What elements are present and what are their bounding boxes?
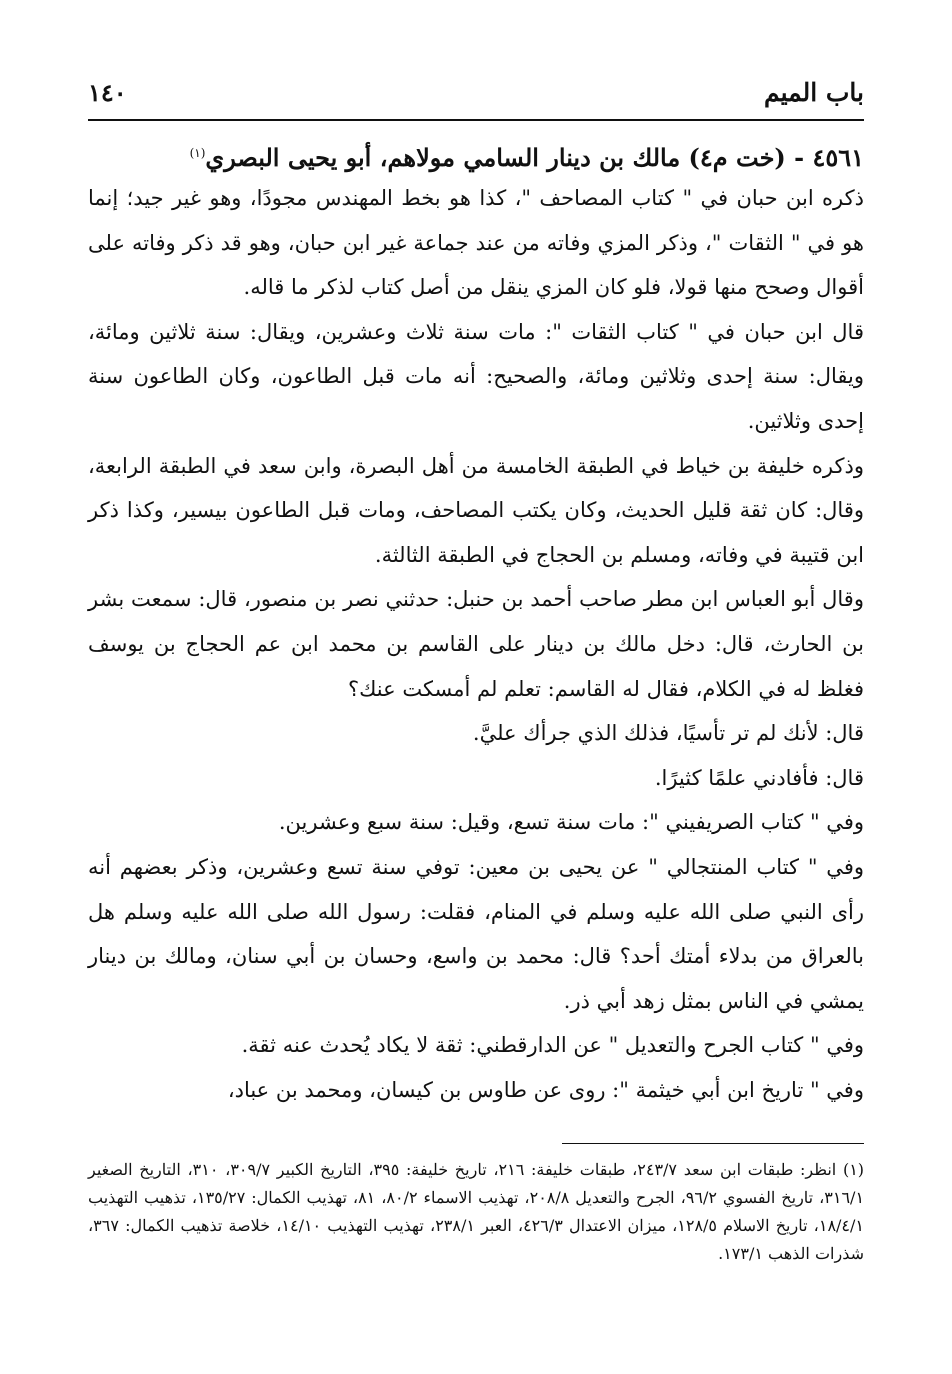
paragraph: قال ابن حبان في " كتاب الثقات ": مات سنة ثلاث وعشرين، ويقال: سنة ثلاثين ومائة، ويقال: سنة إحدى وثلاثين ومائة، والصحيح: أنه مات قبل الطاعون، وكان الطاعون سنة إحدى وثلاثين. xyxy=(88,319,864,433)
page-number: ١٤٠ xyxy=(88,78,127,107)
chapter-title: باب الميم xyxy=(763,78,864,107)
entry-title-text: ٤٥٦١ - (خت م٤) مالك بن دينار السامي مولاهم، أبو يحيى البصري xyxy=(205,143,864,172)
paragraph: قال: فأفادني علمًا كثيرًا. xyxy=(654,765,864,790)
paragraph: وفي " كتاب الجرح والتعديل " عن الدارقطني: ثقة لا يكاد يُحدث عنه ثقة. xyxy=(241,1033,864,1058)
paragraph: وفي " كتاب الصريفيني ": مات سنة تسع، وقيل: سنة سبع وعشرين. xyxy=(278,810,864,835)
footnote: (١) انظر: طبقات ابن سعد ٢٤٣/٧، طبقات خليفة: ٢١٦، تاريخ خليفة: ٣٩٥، التاريخ الكبير ٣٠٩/٧، ٣١٠، التاريخ الصغير ٣١٦/١، تاريخ الفسوي ٩٦/٢، الجرح والتعديل ٢٠٨/٨، تهذيب الاسماء ٨٠/٢، ٨١، تهذيب الكمال: ١٣٥/٢٧، تذهيب التهذيب ١٨/٤/١، تاريخ الاسلام ١٢٨/٥، ميزان الاعتدال ٤٢٦/٣، العبر ٢٣٨/١، تهذيب التهذيب ١٤/١٠، خلاصة تذهيب الكمال: ٣٦٧، شذرات الذهب ١٧٣/١. xyxy=(88,1160,865,1263)
main-text xyxy=(88,130,864,1112)
footnote-divider xyxy=(562,1143,864,1144)
paragraph: وقال أبو العباس ابن مطر صاحب أحمد بن حنبل: حدثني نصر بن منصور، قال: سمعت بشر بن الحارث، قال: دخل مالك بن دينار على القاسم بن محمد ابن عم الحجاج بن يوسف فغلظ له في الكلام، فقال له القاسم: تعلم لم أمسكت عنك؟ xyxy=(88,587,864,701)
paragraph: وذكره خليفة بن خياط في الطبقة الخامسة من أهل البصرة، وابن سعد في الطبقة الرابعة، وقال: كان ثقة قليل الحديث، وكان يكتب المصاحف، ومات قبل الطاعون بيسير، وكذا ذكر ابن قتيبة في وفاته، ومسلم بن الحجاج في الطبقة الثالثة. xyxy=(88,453,864,567)
footnote-reference: (١) xyxy=(189,146,206,160)
footnotes xyxy=(88,1156,864,1268)
running-header xyxy=(88,74,864,114)
paragraph: وفي " كتاب المنتجالي " عن يحيى بن معين: توفي سنة تسع وعشرين، وذكر بعضهم أنه رأى النبي صلى الله عليه وسلم في المنام، فقلت: رسول الله صلى الله عليه وسلم هل بالعراق من بدلاء أمتك أحد؟ قال: محمد بن واسع، وحسان بن أبي سنان، ومالك بن دينار يمشي في الناس بمثل زهد أبي ذر. xyxy=(88,854,864,1013)
paragraph: ذكره ابن حبان في " كتاب المصاحف "، كذا هو بخط المهندس مجودًا، وهو غير جيد؛ إنما هو في " الثقات "، وذكر المزي وفاته من عند جماعة غير ابن حبان، وهو قد ذكر وفاته على أقوال وصحح منها قولا، فلو كان المزي ينقل من أصل كتاب لذكر ما قاله. xyxy=(88,186,864,300)
header-divider xyxy=(88,119,864,121)
entry-title xyxy=(88,130,864,176)
paragraph: قال: لأنك لم تر تأسيًا، فذلك الذي جرأك عليَّ. xyxy=(472,721,864,746)
paragraph: وفي " تاريخ ابن أبي خيثمة ": روى عن طاوس بن كيسان، ومحمد بن عباد، xyxy=(227,1077,864,1102)
